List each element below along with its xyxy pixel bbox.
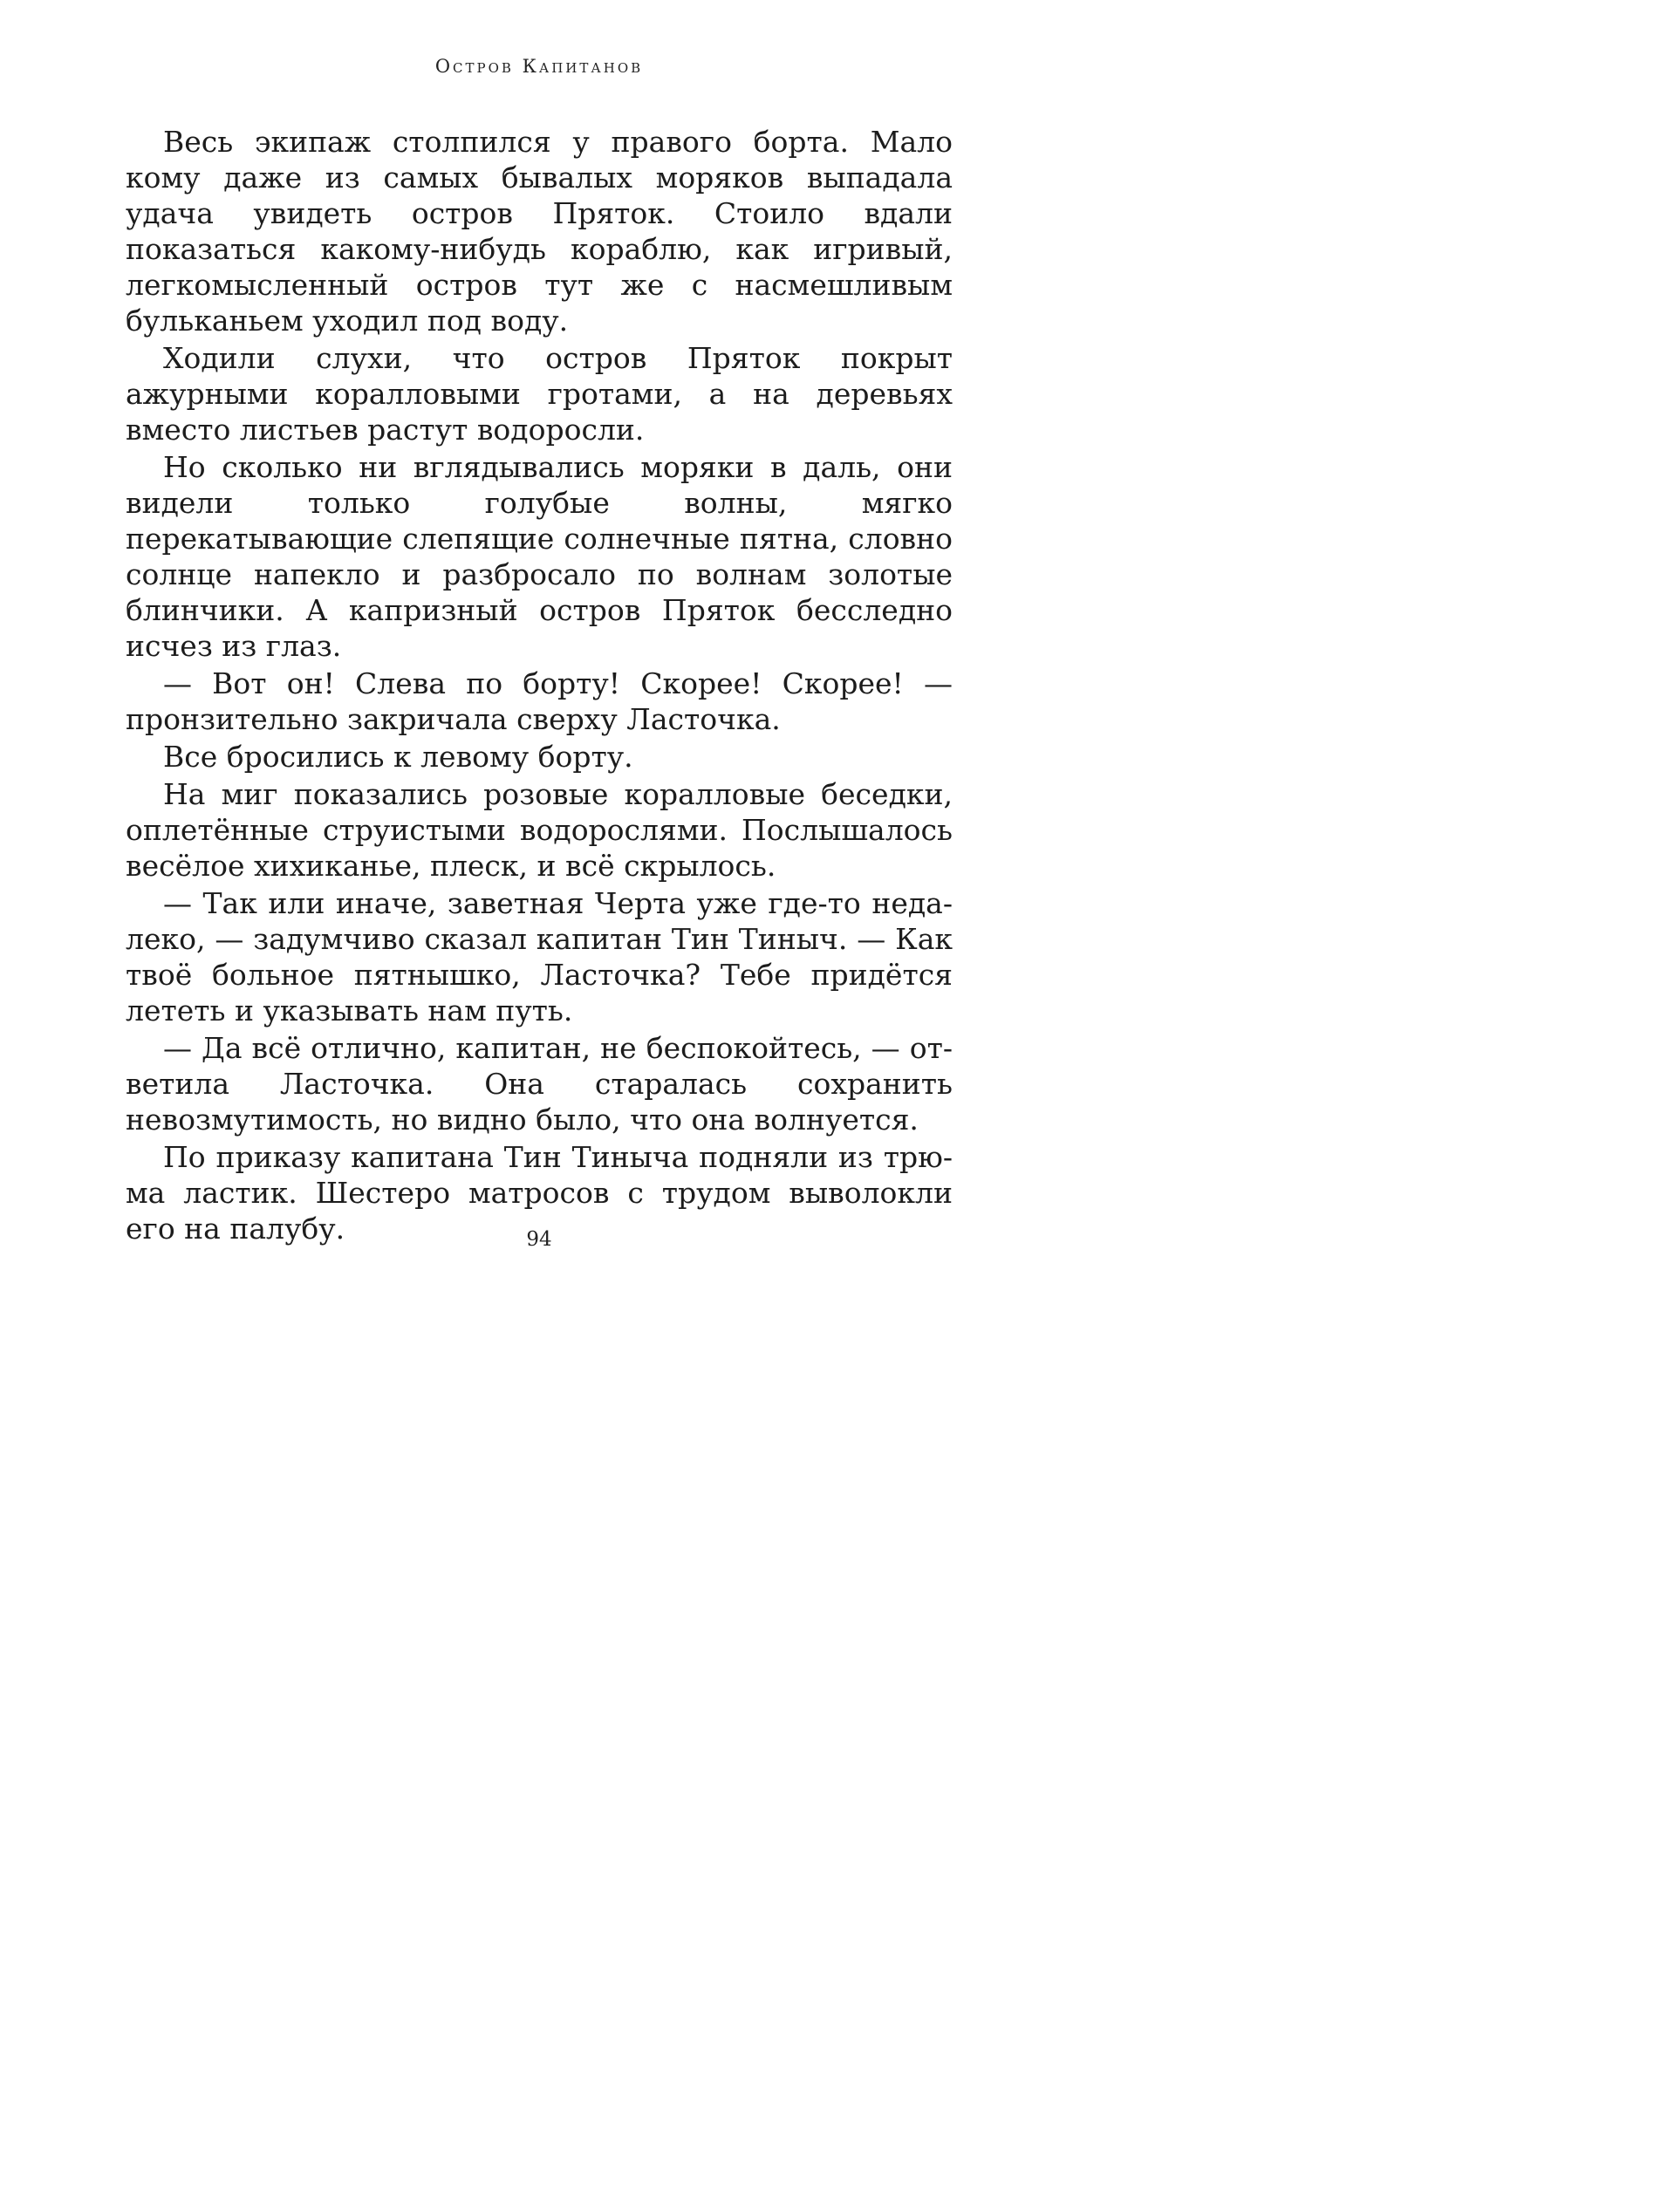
paragraph: — Да всё отлично, капитан, не беспокойтесь, — ответила Ласточка. Она старалась сохранить невозмутимость, но видно было, что она волнуется. — [126, 1031, 953, 1137]
paragraph: — Вот он! Слева по борту! Скорее! Скорее! — пронзительно закричала сверху Ласточка. — [126, 666, 953, 736]
paragraph: — Так или иначе, заветная Черта уже где-то недалеко, — задумчиво сказал капитан Тин Тиныч. — Как твоё больное пятнышко, Ласточка? Тебе придётся лететь и указывать нам путь. — [126, 886, 953, 1027]
paragraph: По приказу капитана Тин Тиныча подняли из трюма ластик. Шестеро матросов с трудом выволокли его на палубу. — [126, 1140, 953, 1246]
body-text — [126, 124, 953, 1246]
paragraph: Все бросились к левому борту. — [163, 740, 633, 774]
running-head: Остров Капитанов — [434, 56, 644, 77]
paragraph: На миг показались розовые коралловые беседки, оплетённые струистыми водорослями. Послышалось весёлое хихиканье, плеск, и всё скрылось. — [126, 777, 953, 883]
paragraph: Весь экипаж столпился у правого борта. Мало кому даже из самых бывалых моряков выпадала удача увидеть остров Пряток. Стоило вдали показаться какому-нибудь кораблю, как игривый, легкомысленный остров тут же с насмешливым бульканьем уходил под воду. — [126, 125, 953, 338]
paragraph: Ходили слухи, что остров Пряток покрыт ажурными коралловыми гротами, а на деревьях вместо листьев растут водоросли. — [126, 341, 953, 447]
paragraph: Но сколько ни вглядывались моряки в даль, они видели только голубые волны, мягко перекатывающие слепящие солнечные пятна, словно солнце напекло и разбросало по волнам золотые блинчики. А капризный остров Пряток бесследно исчез из глаз. — [126, 450, 953, 663]
page-number: 94 — [526, 1228, 552, 1251]
